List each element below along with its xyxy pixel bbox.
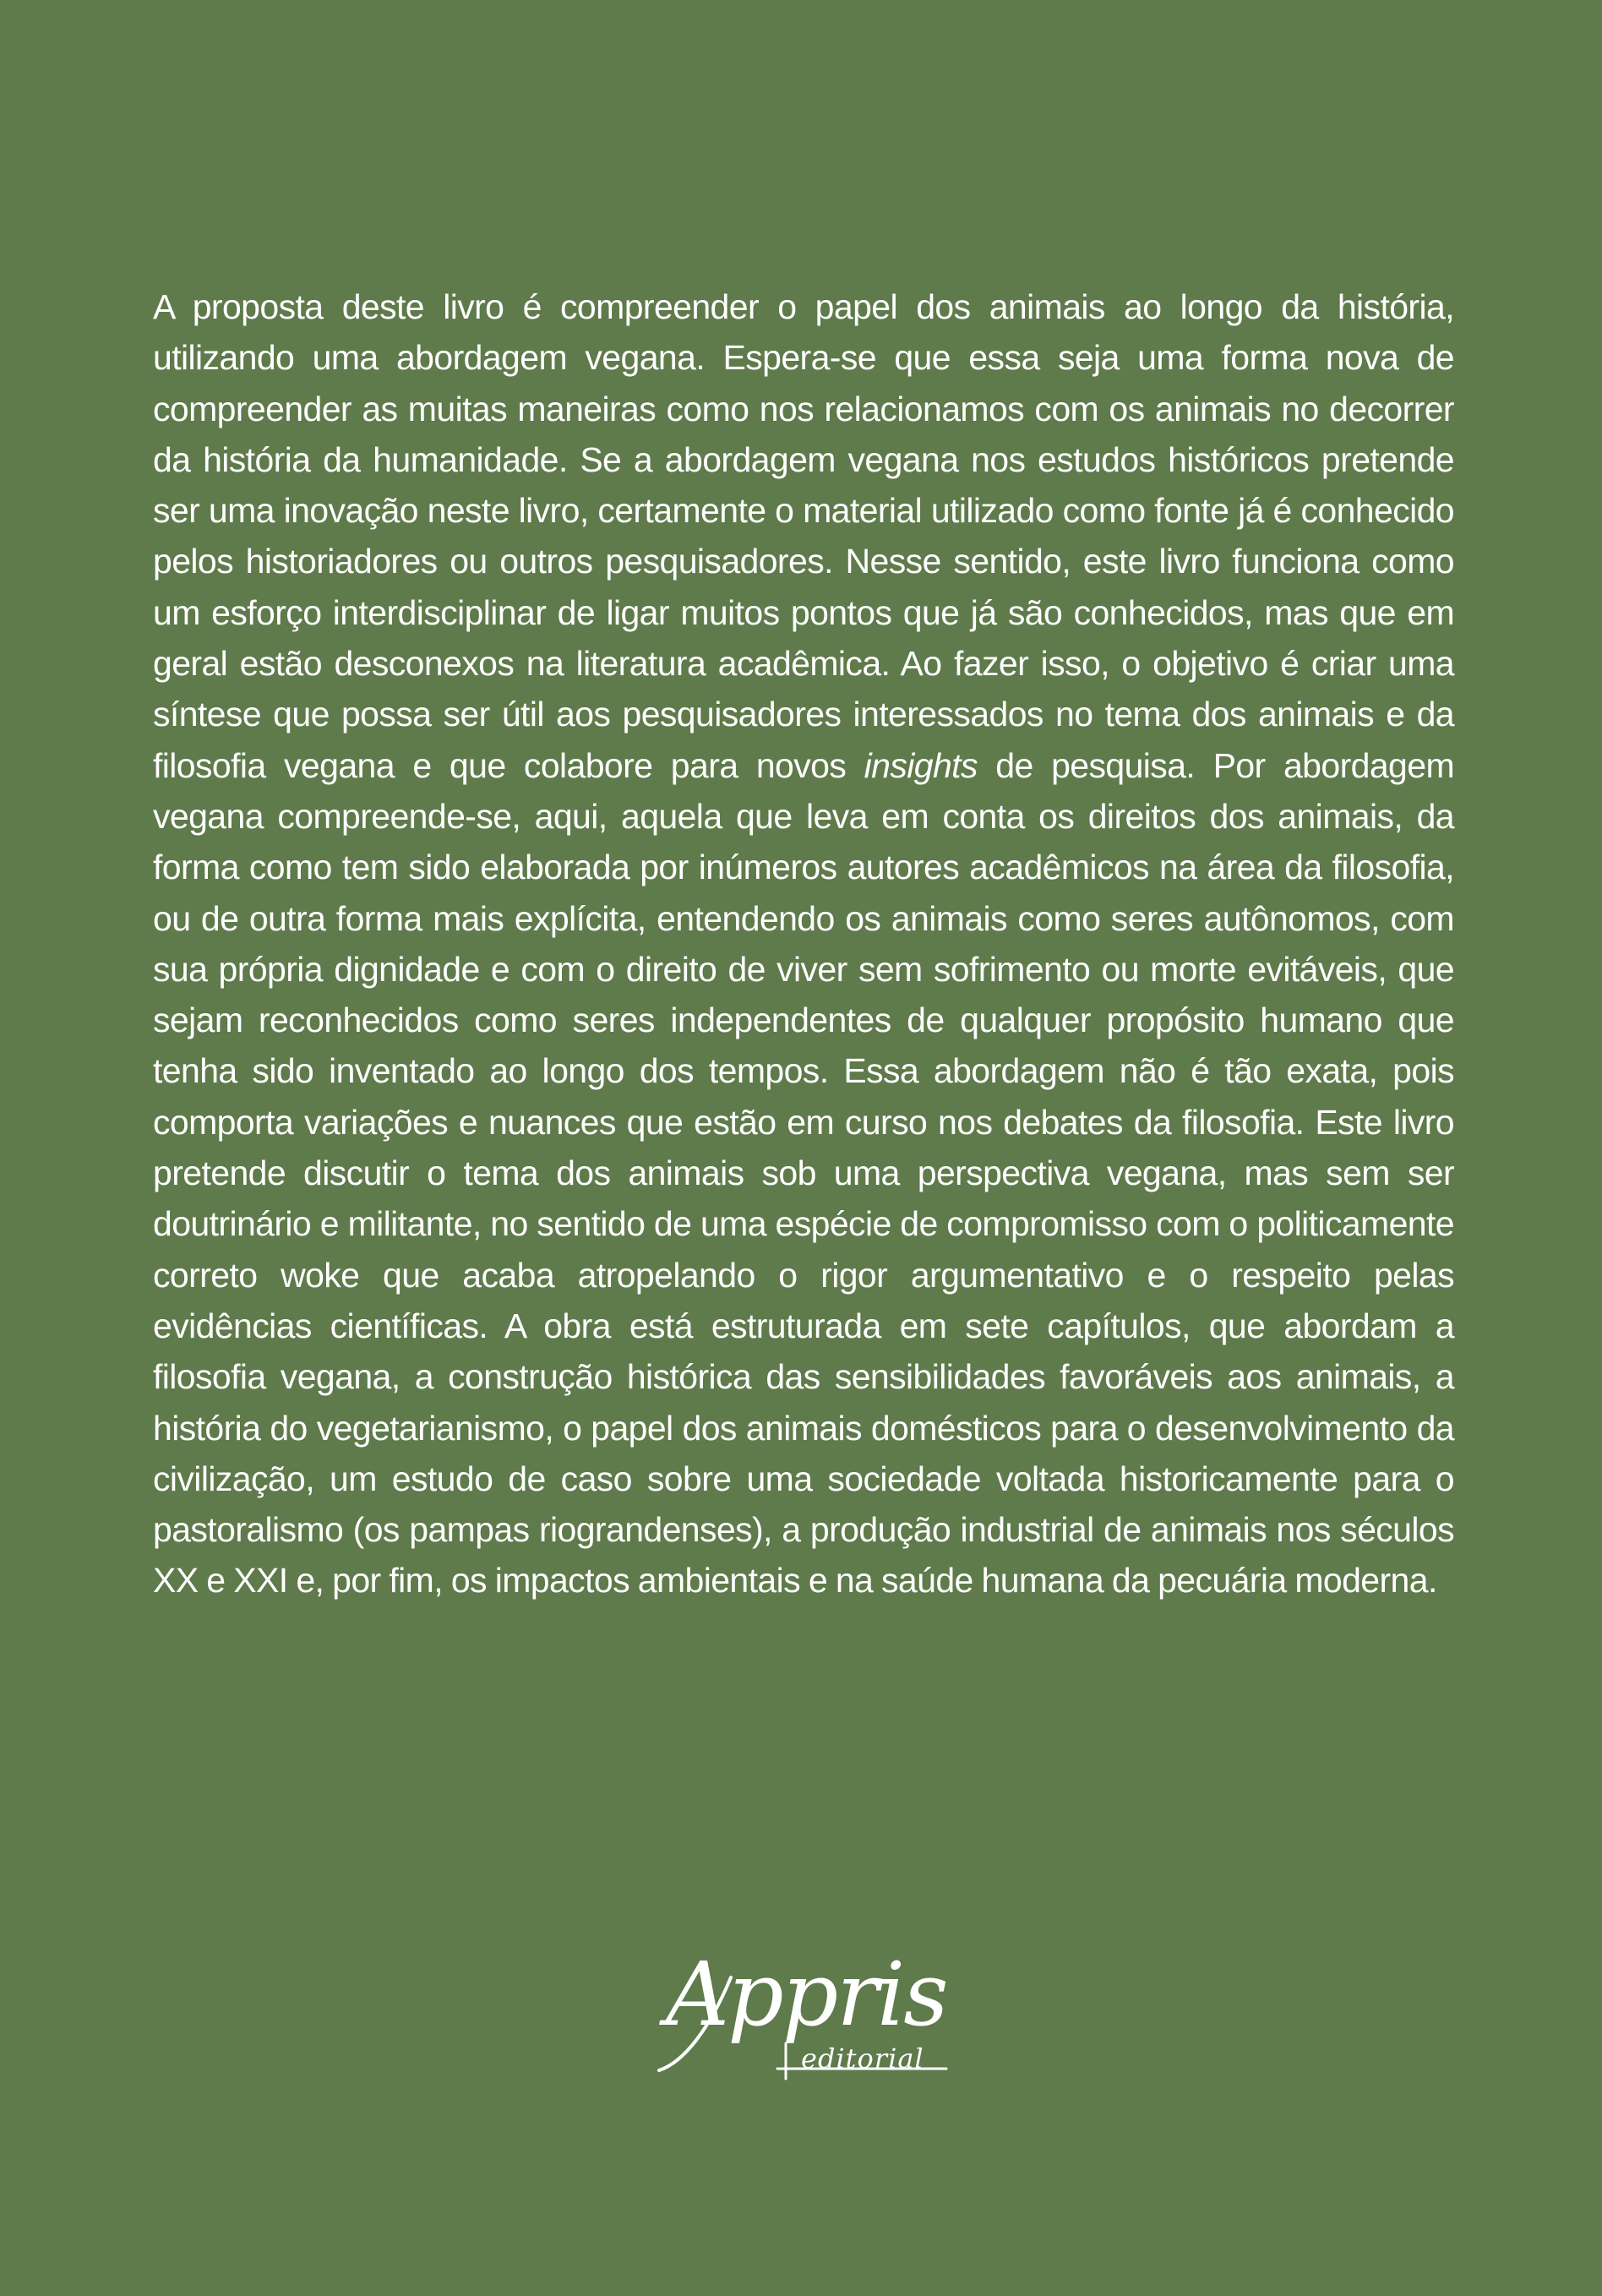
publisher-logo — [651, 1944, 955, 2087]
publisher-subtitle: editorial — [801, 2042, 924, 2075]
synopsis-text-part2: de pesquisa. Por abordagem vegana compreende-se, aqui, aquela que leva em conta os direitos dos animais, da forma como tem sido elaborada por inúmeros autores acadêmicos na área da filosofia, ou de outra forma mais explícita, entendendo os animais como seres autônomos, com sua própria dignidade e com o direito de viver sem sofrimento ou morte evitáveis, que sejam reconhecidos como seres independentes de qualquer propósito humano que tenha sido inventado ao longo dos tempos. Essa abordagem não é tão exata, pois comporta variações e nuances que estão em curso nos debates da filosofia. Este livro pretende discutir o tema dos animais sob uma perspectiva vegana, mas sem ser doutrinário e militante, no sentido de uma espécie de compromisso com o politicamente correto woke que acaba atropelando o rigor argumentativo e o respeito pelas evidências científicas. A obra está estruturada em sete capítulos, que abordam a filosofia vegana, a construção histórica das sensibilidades favoráveis aos animais, a história do vegetarianismo, o papel dos animais domésticos para o desenvolvimento da civilização, um estudo de caso sobre uma sociedade voltada historicamente para o pastoralismo (os pampas riograndenses), a produção industrial de animais nos séculos XX e XXI e, por fim, os impactos ambientais e na saúde humana da pecuária moderna. — [153, 745, 1455, 1601]
book-synopsis — [153, 281, 1454, 1606]
synopsis-text-part1: A proposta deste livro é compreender o papel dos animais ao longo da história, utilizando uma abordagem vegana. Espera-se que essa seja uma forma nova de compreender as muitas maneiras como nos relacionamos com os animais no decorrer da história da humanidade. Se a abordagem vegana nos estudos históricos pretende ser uma inovação neste livro, certamente o material utilizado como fonte já é conhecido pelos historiadores ou outros pesquisadores. Nesse sentido, este livro funciona como um esforço interdisciplinar de ligar muitos pontos que já são conhecidos, mas que em geral estão desconexos na literatura acadêmica. Ao fazer isso, o objetivo é criar uma síntese que possa ser útil aos pesquisadores interessados no tema dos animais e da filosofia vegana e que colabore para novos — [153, 287, 1454, 785]
publisher-name: Appris — [666, 1943, 947, 2046]
synopsis-italic-term: insights — [864, 745, 978, 785]
